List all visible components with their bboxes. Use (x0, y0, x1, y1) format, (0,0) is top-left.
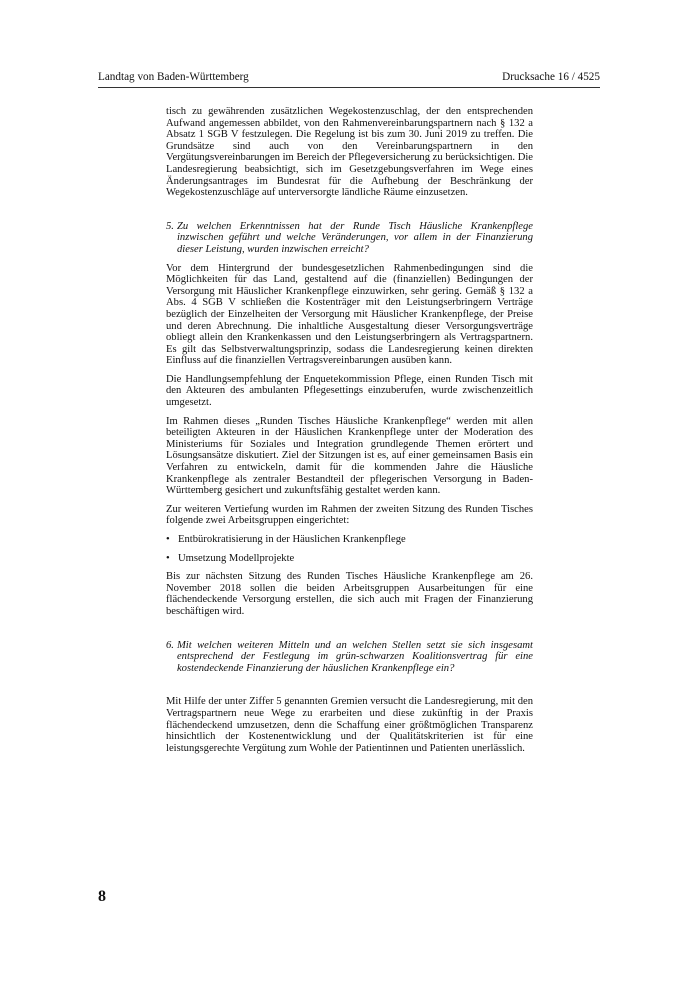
working-groups-list (166, 534, 533, 564)
question-5 (166, 221, 533, 256)
answer-5-paragraph-5: Bis zur nächsten Sitzung des Runden Tisches Häusliche Krankenpflege am 26. November 2018 sollen die beiden Arbeitsgruppen Ausarbeitungen für eine flächendeckende Versorgung erstellen, die sich auch mit Fragen der Finanzierung beschäftigen wird. (166, 571, 533, 617)
question-5-text: Zu welchen Erkenntnissen hat der Runde Tisch Häusliche Krankenpflege inzwischen geführt und welche Veränderungen, vor allem in der Finanzierung dieser Leistung, wurden inzwischen erreicht? (176, 220, 533, 255)
question-6 (166, 640, 533, 675)
answer-5-paragraph-1: Vor dem Hintergrund der bundesgesetzlichen Rahmenbedingungen sind die Möglichkeiten für das Land, gestaltend auf die (finanziellen) Bedingungen der Versorgung mit Häuslicher Krankenpflege einzuwirken, sehr gering. Gemäß § 132 a Abs. 4 SGB V schließen die Kostenträger mit den Leistungserbringern Verträge bezüglich der Einzelheiten der Versorgung mit Häuslicher Krankenpflege, der Preise und deren Abrechnung. Die inhaltliche Ausgestaltung dieser Versorgungsverträge obliegt allein den Krankenkassen und den Leistungserbringern als Vertragspartnern. Es gilt das Selbstverwaltungsprinzip, sodass die Landesregierung keinen direkten Einfluss auf die finanziellen Vertragsvereinbarungen ausüben kann. (166, 262, 533, 367)
header-parliament: Landtag von Baden-Württemberg (98, 71, 249, 83)
paragraph-continuation: tisch zu gewährenden zusätzlichen Wegekostenzuschlag, der den entsprechenden Aufwand angemessen abbildet, von den Rahmenvereinbarungspartnern nach § 132 a Absatz 1 SGB V festzulegen. Die Regelung ist bis zum 30. Juni 2019 zu treffen. Die Grundsätze sind auch von den Vereinbarungspartnern in den Vergütungsvereinbarungen im Bereich der Pflegeversicherung zu berücksichtigen. Die Landesregierung beabsichtigt, sich im Gesetzgebungsverfahren im Wege eines Änderungsantrages im Bundesrat für die Aufhebung der Beschränkung der Wegekostenzuschläge auf unterversorgte ländliche Räume einzusetzen. (166, 106, 533, 199)
bullet-icon: • (166, 552, 170, 564)
header-document-number: Drucksache 16 / 4525 (502, 71, 600, 83)
page-number: 8 (98, 888, 106, 905)
answer-5-paragraph-4: Zur weiteren Vertiefung wurden im Rahmen der zweiten Sitzung des Runden Tisches folgende zwei Arbeitsgruppen eingerichtet: (166, 503, 533, 527)
question-5-number: 5. (166, 220, 174, 232)
answer-6-paragraph: Mit Hilfe der unter Ziffer 5 genannten Gremien versucht die Landesregierung, mit den Vertragspartnern neue Wege zu erarbeiten und diese zukünftig in der Praxis flächendeckend umzusetzen, denn die Schaffung einer größtmöglichen Transparenz hinsichtlich der Kostenentwicklung und der Qualitätskriterien ist für eine leistungsgerechte Vergütung zum Wohle der Patientinnen und Patienten unerlässlich. (166, 696, 533, 754)
page-header (98, 71, 600, 84)
list-item: • Entbürokratisierung in der Häuslichen Krankenpflege (166, 534, 406, 545)
answer-5-paragraph-2: Die Handlungsempfehlung der Enquetekommission Pflege, einen Runden Tisch mit den Akteuren des ambulanten Pflegesettings einzuberufen, wurde zwischenzeitlich umgesetzt. (166, 373, 533, 409)
document-body (166, 106, 533, 754)
question-6-text: Mit welchen weiteren Mitteln und an welchen Stellen setzt sie sich insgesamt entsprechend der Festlegung im grün-schwarzen Koalitionsvertrag für eine kostendeckende Finanzierung der häuslichen Krankenpflege ein? (176, 639, 533, 674)
header-divider (98, 87, 600, 88)
question-6-number: 6. (166, 639, 174, 651)
bullet-icon: • (166, 534, 170, 545)
list-item: • Umsetzung Modellprojekte (166, 552, 295, 564)
answer-5-paragraph-3: Im Rahmen dieses „Runden Tisches Häusliche Krankenpflege“ werden mit allen beteiligten Akteuren in der Häuslichen Krankenpflege unter der Moderation des Ministeriums für Soziales und Integration grundlegende Themen erörtert und Lösungsansätze diskutiert. Ziel der Sitzungen ist es, auf einer gemeinsamen Basis ein Verfahren zu entwickeln, damit für die kommenden Jahre die Häusliche Krankenpflege als zentraler Bestandteil der pflegerischen Versorgung in Baden-Württemberg gesichert und zukunftsfähig gestaltet werden kann. (166, 415, 533, 497)
